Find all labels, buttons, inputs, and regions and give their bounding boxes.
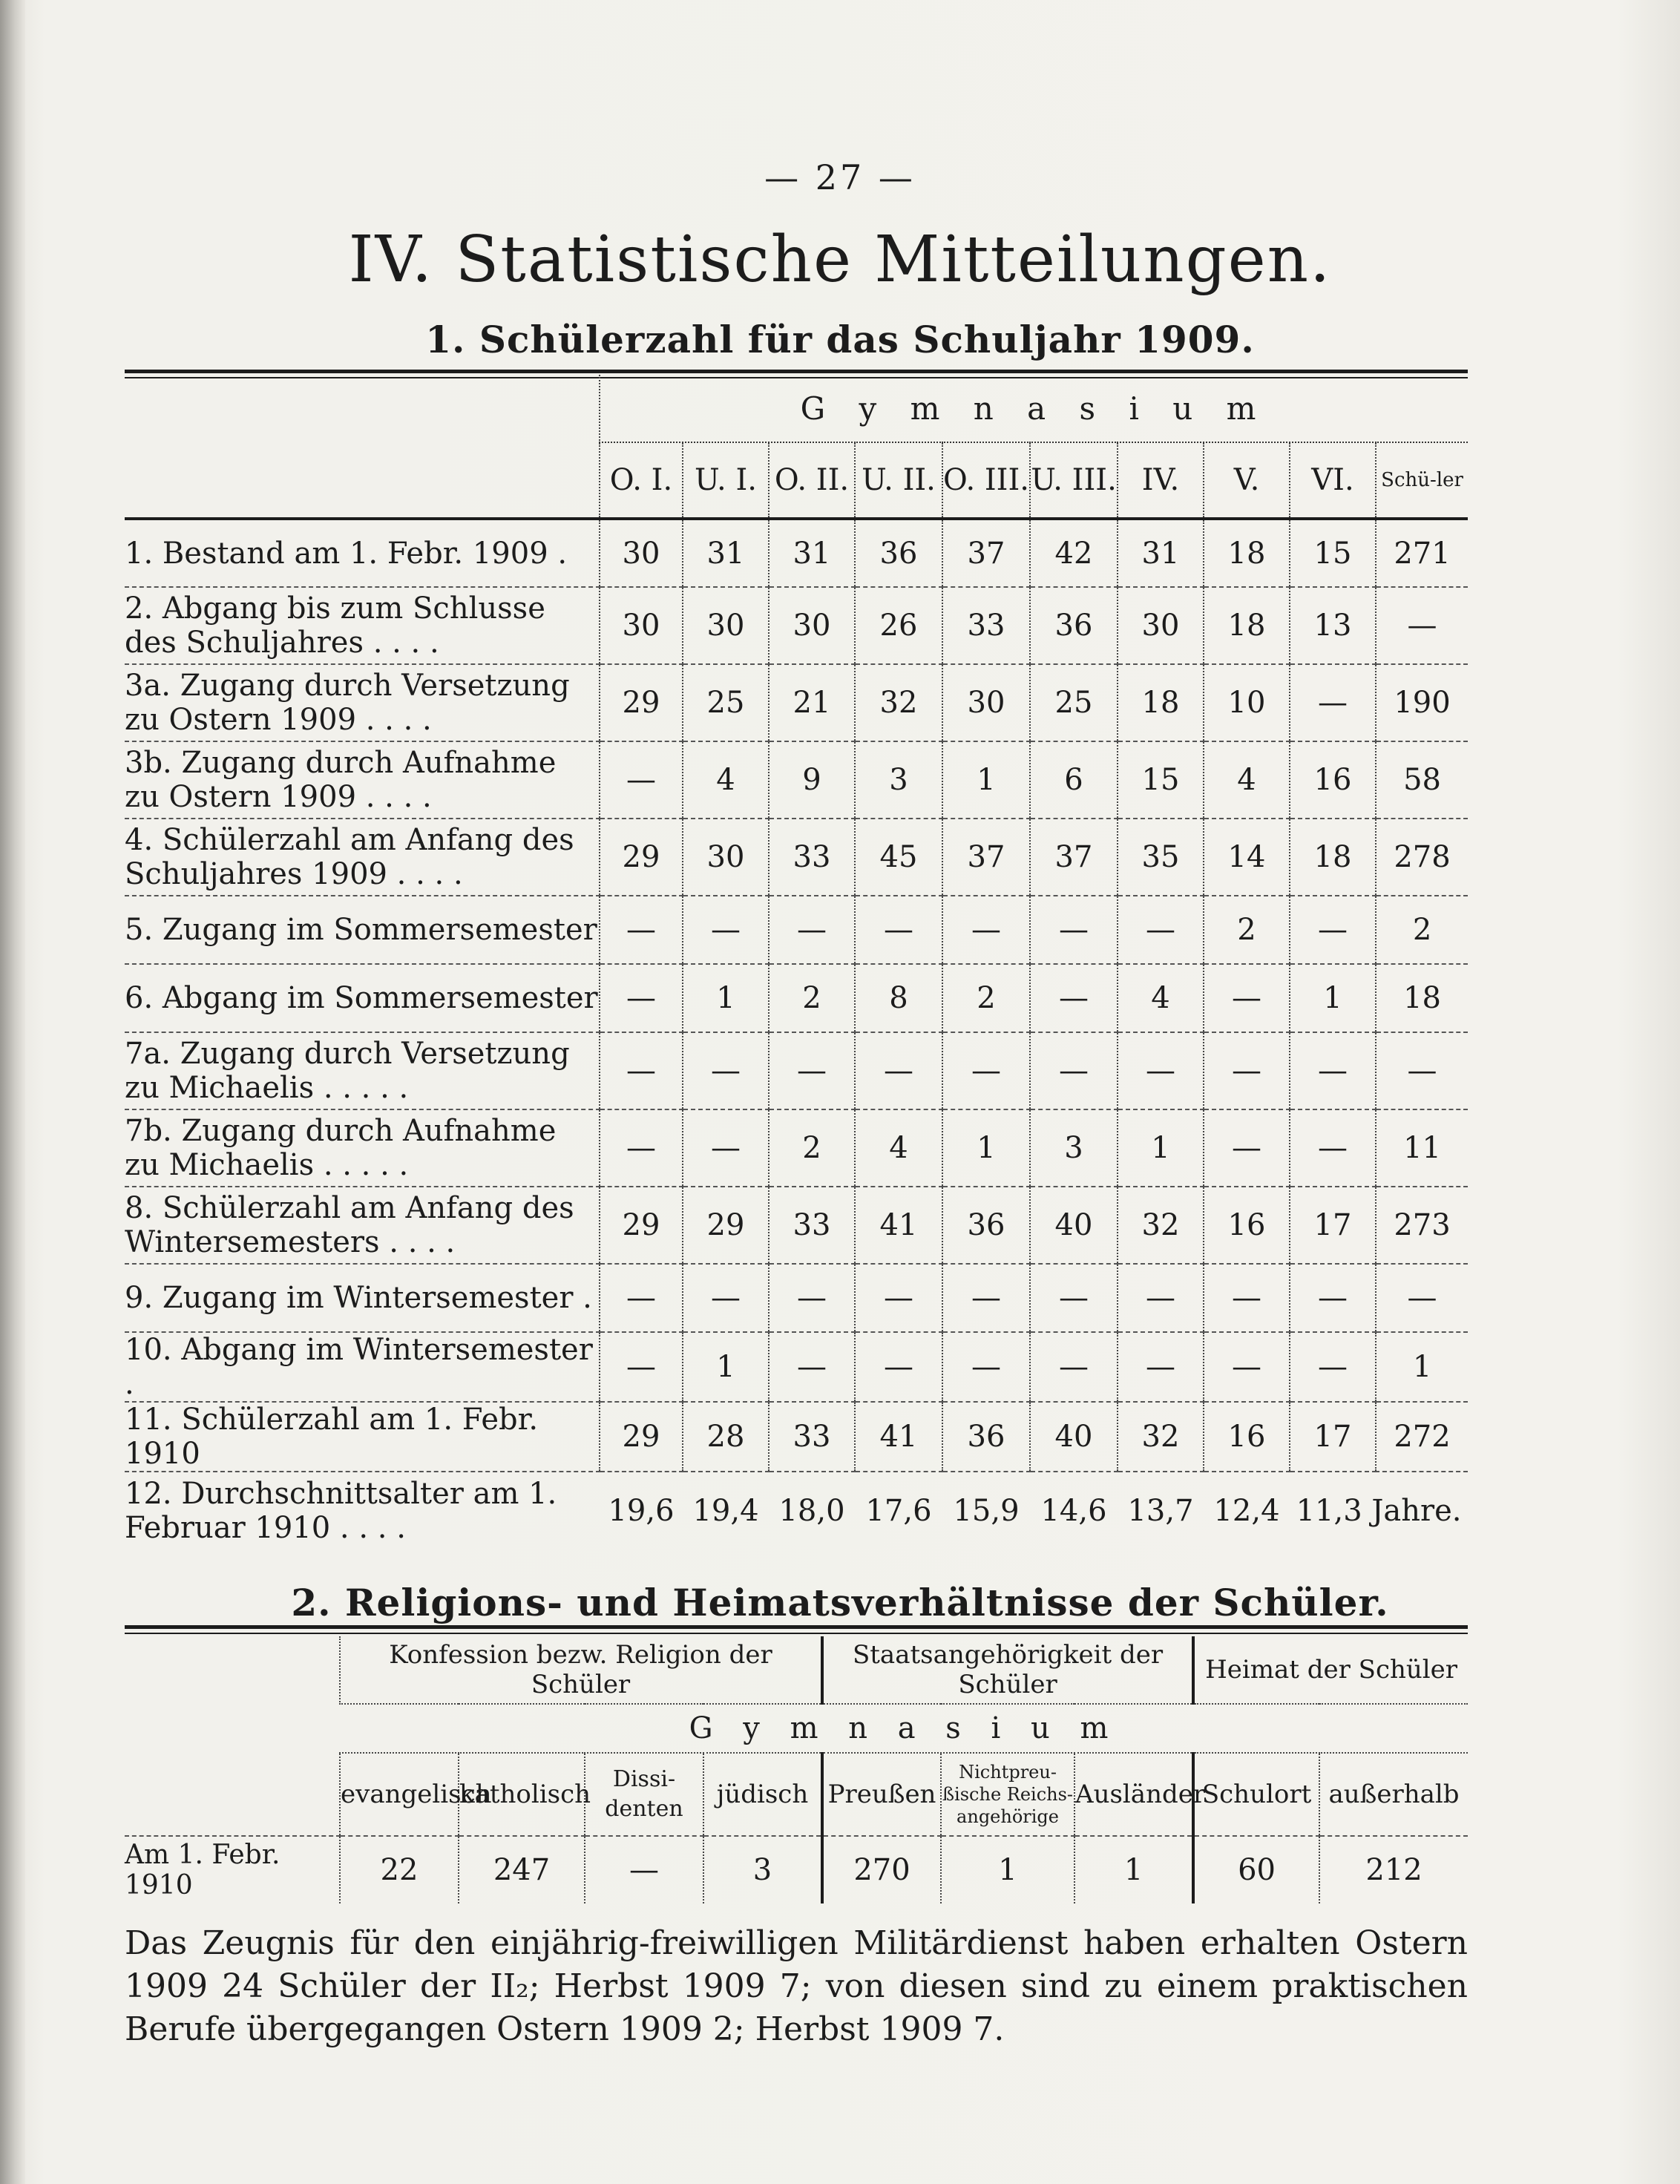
table-cell: 2 [942,964,1030,1032]
row-label: 11. Schülerzahl am 1. Febr. 1910 [125,1402,600,1472]
table-cell: 13,7 [1118,1472,1204,1549]
table-cell: 36 [1030,587,1118,664]
table-cell: — [1030,1264,1118,1332]
table-row [125,741,1468,819]
cell-ausserhalb: 212 [1319,1836,1468,1903]
table-row [125,964,1468,1032]
table-cell: 18 [1118,664,1204,741]
table-cell: 11 [1376,1109,1468,1187]
section2-title: 2. Religions- und Heimatsverhältnisse der Schüler. [291,1581,1389,1624]
table-cell: 17 [1290,1402,1376,1472]
table-cell: — [942,1264,1030,1332]
table-row [125,1187,1468,1264]
row-label: 8. Schülerzahl am Anfang des Wintersemesters . . . . [125,1187,600,1264]
col-evangelisch: evangelisch [340,1753,459,1836]
rule-t2-1 [125,1625,1468,1629]
table-cell: 11,3 Jahre. [1290,1472,1468,1549]
cell-dissidenten: — [585,1836,703,1903]
table-cell: 272 [1376,1402,1468,1472]
table-cell: 29 [600,819,683,896]
col-header: O. III. [942,442,1030,519]
col-header: O. II. [769,442,855,519]
row-label: 6. Abgang im Sommersemester [125,964,600,1032]
table-cell: 41 [855,1187,942,1264]
table-cell: — [769,1264,855,1332]
table-cell: 36 [942,1187,1030,1264]
table-cell: — [769,1032,855,1109]
table-cell: — [1030,964,1118,1032]
table-row [125,896,1468,964]
table-cell: 25 [1030,664,1118,741]
table-cell: 2 [769,964,855,1032]
table-cell: 33 [769,1187,855,1264]
table-cell: 18 [1204,587,1290,664]
col-header: VI. [1290,442,1376,519]
table-cell: 16 [1204,1187,1290,1264]
table-cell: — [1290,664,1376,741]
table-cell: 33 [769,819,855,896]
table-cell: — [600,1032,683,1109]
page-number: — 27 — [764,157,916,197]
table-cell: — [600,1109,683,1187]
table-cell: — [1290,1332,1376,1402]
table-cell: 58 [1376,741,1468,819]
col-header: U. III. [1030,442,1118,519]
table-cell: 15,9 [942,1472,1030,1549]
col-ausserhalb: außerhalb [1319,1753,1468,1836]
table-cell: 25 [683,664,769,741]
table-cell: — [600,896,683,964]
table-cell: 4 [1118,964,1204,1032]
table-cell: — [769,896,855,964]
table-cell: 2 [1204,896,1290,964]
table-cell: — [1030,1332,1118,1402]
col-header: V. [1204,442,1290,519]
table-cell: 40 [1030,1187,1118,1264]
table-cell: 29 [600,1187,683,1264]
table-cell: 273 [1376,1187,1468,1264]
table-row [125,664,1468,741]
table-row [125,819,1468,896]
table-cell: 29 [683,1187,769,1264]
table-cell: 31 [769,519,855,587]
table-cell: 12,4 [1204,1472,1290,1549]
table-cell: 31 [683,519,769,587]
table-cell: 19,6 [600,1472,683,1549]
table-cell: 30 [683,819,769,896]
table-row [125,1402,1468,1472]
col-schulort: Schulort [1193,1753,1319,1836]
row-label: Am 1. Febr. 1910 [125,1836,340,1903]
page-title: IV. Statistische Mitteilungen. [348,223,1332,297]
table-cell: 33 [769,1402,855,1472]
table-cell: 3 [855,741,942,819]
table-cell: — [683,1264,769,1332]
table-cell: 15 [1118,741,1204,819]
table-cell: — [683,896,769,964]
table-cell: 33 [942,587,1030,664]
table-cell: 18 [1290,819,1376,896]
student-count-table [125,375,1468,1549]
table-row [125,1264,1468,1332]
table-cell: 3 [1030,1109,1118,1187]
cell-reichsangehoerige: 1 [941,1836,1074,1903]
table-cell: 14,6 [1030,1472,1118,1549]
col-header: IV. [1118,442,1204,519]
row-label: 5. Zugang im Sommersemester [125,896,600,964]
table-cell: 8 [855,964,942,1032]
table-cell: 30 [942,664,1030,741]
table-cell: — [600,1264,683,1332]
col-katholisch: katholisch [459,1753,585,1836]
row-label: 7b. Zugang durch Aufnahme zu Michaelis . . . . . [125,1109,600,1187]
table-cell: 18,0 [769,1472,855,1549]
header-blank [125,375,600,519]
row-label: 7a. Zugang durch Versetzung zu Michaelis . . . . . [125,1032,600,1109]
table-cell: 14 [1204,819,1290,896]
col-header: U. II. [855,442,942,519]
cell-evangelisch: 22 [340,1836,459,1903]
table-cell: — [1204,1332,1290,1402]
table-cell: 16 [1204,1402,1290,1472]
table-cell: 1 [1118,1109,1204,1187]
table-cell: — [942,1332,1030,1402]
table-cell: 1 [1290,964,1376,1032]
table-cell: 32 [1118,1187,1204,1264]
table-cell: — [1376,1264,1468,1332]
col-header: U. I. [683,442,769,519]
table-cell: 21 [769,664,855,741]
table-cell: 6 [1030,741,1118,819]
table-cell: 30 [1118,587,1204,664]
t2-gymnasium-header: G y m n a s i u m [340,1704,1468,1753]
table-cell: 36 [942,1402,1030,1472]
table-cell: — [1290,1109,1376,1187]
row-label: 3b. Zugang durch Aufnahme zu Ostern 1909 . . . . [125,741,600,819]
table-cell: 32 [1118,1402,1204,1472]
table-cell: 37 [942,819,1030,896]
row-label: 9. Zugang im Wintersemester . [125,1264,600,1332]
group-nationality: Staatsangehörigkeit der Schüler [822,1636,1193,1704]
table-cell: 4 [683,741,769,819]
table-cell: 2 [769,1109,855,1187]
t2-corner [125,1636,340,1704]
table-cell: — [1204,1264,1290,1332]
table-cell: 30 [683,587,769,664]
cell-preussen: 270 [822,1836,941,1903]
table-cell: — [769,1332,855,1402]
closing-paragraph: Das Zeugnis für den einjährig-freiwilligen Militärdienst haben erhalten Ostern 1909 24 Schüler der II₂; Herbst 1909 7; von diesen sind zu einem praktischen Berufe übergegangen Ostern 1909 2; Herbst 1909 7. [125,1924,1468,2048]
col-dissidenten: Dissi-denten [585,1753,703,1836]
table-cell: 16 [1290,741,1376,819]
table-cell: — [942,1032,1030,1109]
table-cell: 30 [769,587,855,664]
table-cell: 4 [855,1109,942,1187]
col-header: O. I. [600,442,683,519]
cell-katholisch: 247 [459,1836,585,1903]
table-cell: — [1290,896,1376,964]
col-reichsangehoerige: Nichtpreu-ßische Reichs-angehörige [941,1753,1074,1836]
table-cell: 45 [855,819,942,896]
table-cell: — [942,896,1030,964]
table-cell: — [683,1109,769,1187]
t2-blank [125,1704,340,1753]
table-cell: 1 [683,964,769,1032]
table-cell: — [1290,1264,1376,1332]
table-cell: — [1118,896,1204,964]
row-label: 1. Bestand am 1. Febr. 1909 . [125,519,600,587]
table-cell: 31 [1118,519,1204,587]
table-cell: 13 [1290,587,1376,664]
table-cell: 17,6 [855,1472,942,1549]
row-label: 10. Abgang im Wintersemester . [125,1332,600,1402]
cell-schulort: 60 [1193,1836,1319,1903]
table-cell: 28 [683,1402,769,1472]
table-cell: 18 [1376,964,1468,1032]
table-cell: — [1118,1032,1204,1109]
table-cell: 41 [855,1402,942,1472]
table-row [125,1332,1468,1402]
table-cell: 1 [942,1109,1030,1187]
table-cell: 271 [1376,519,1468,587]
table-cell: 42 [1030,519,1118,587]
table-cell: 278 [1376,819,1468,896]
table-cell: 35 [1118,819,1204,896]
row-label: 4. Schülerzahl am Anfang des Schuljahres 1909 . . . . [125,819,600,896]
table-cell: 1 [683,1332,769,1402]
col-auslaender: Ausländer [1074,1753,1193,1836]
religion-home-table [125,1636,1468,1903]
table-cell: — [1204,1109,1290,1187]
row-label: 3a. Zugang durch Versetzung zu Ostern 1909 . . . . [125,664,600,741]
table-cell: 37 [942,519,1030,587]
table-cell: 2 [1376,896,1468,964]
table-cell: 1 [1376,1332,1468,1402]
col-preussen: Preußen [822,1753,941,1836]
table-cell: 37 [1030,819,1118,896]
table-cell: 19,4 [683,1472,769,1549]
table-cell: — [600,964,683,1032]
table-row [125,1472,1468,1549]
table-cell: — [683,1032,769,1109]
table-cell: — [1204,964,1290,1032]
table-cell: — [1118,1264,1204,1332]
table-cell: 30 [600,519,683,587]
table-cell: 36 [855,519,942,587]
table-cell: 4 [1204,741,1290,819]
table-cell: 17 [1290,1187,1376,1264]
group-religion: Konfession bezw. Religion der Schüler [340,1636,822,1704]
table-cell: 40 [1030,1402,1118,1472]
row-label: 2. Abgang bis zum Schlusse des Schuljahres . . . . [125,587,600,664]
t2-blank2 [125,1753,340,1836]
cell-auslaender: 1 [1074,1836,1193,1903]
table-cell: 190 [1376,664,1468,741]
table-row [125,1032,1468,1109]
row-label: 12. Durchschnittsalter am 1. Februar 1910 . . . . [125,1472,600,1549]
table-cell: 10 [1204,664,1290,741]
rule-top-1 [125,370,1468,373]
table-cell: — [600,1332,683,1402]
table-cell: — [855,1264,942,1332]
table-cell: 30 [600,587,683,664]
col-header: Schü-ler [1376,442,1468,519]
rule-t2-2 [125,1633,1468,1634]
col-juedisch: jüdisch [703,1753,822,1836]
table-cell: — [855,1332,942,1402]
table-row [125,587,1468,664]
table-cell: — [1376,1032,1468,1109]
table-cell: 29 [600,664,683,741]
table-cell: — [1030,1032,1118,1109]
table-cell: 29 [600,1402,683,1472]
table-cell: — [855,1032,942,1109]
table-cell: 32 [855,664,942,741]
table-cell: — [1030,896,1118,964]
table-cell: — [855,896,942,964]
group-home: Heimat der Schüler [1193,1636,1468,1704]
table-cell: 9 [769,741,855,819]
section1-title: 1. Schülerzahl für das Schuljahr 1909. [425,318,1255,361]
table-row [125,519,1468,587]
table-cell: — [1204,1032,1290,1109]
cell-juedisch: 3 [703,1836,822,1903]
table-cell: 26 [855,587,942,664]
table-cell: — [1118,1332,1204,1402]
table-cell: 1 [942,741,1030,819]
table-cell: 18 [1204,519,1290,587]
gymnasium-header: G y m n a s i u m [600,375,1468,442]
table-cell: — [1290,1032,1376,1109]
table-row [125,1109,1468,1187]
table-cell: — [1376,587,1468,664]
table-cell: 15 [1290,519,1376,587]
table-cell: — [600,741,683,819]
